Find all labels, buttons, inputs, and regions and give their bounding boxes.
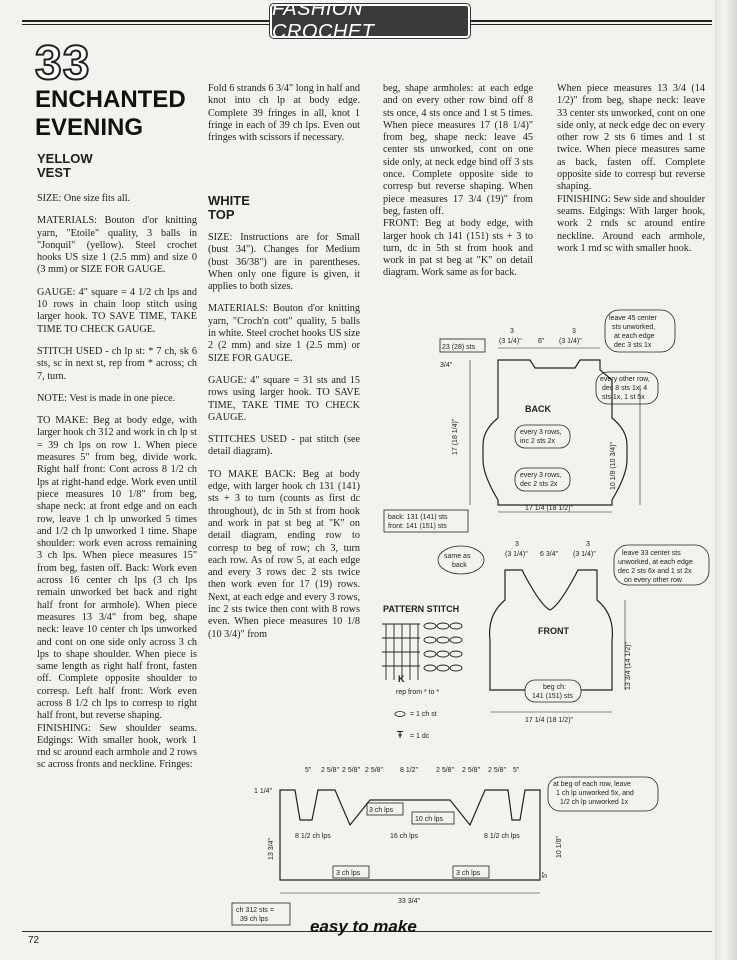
- pattern-rep: rep from * to *: [396, 689, 440, 696]
- svg-text:1 ch lp unworked 5x, and: 1 ch lp unworked 5x, and: [556, 790, 634, 797]
- back-top-sts: 23 (28) sts: [442, 344, 476, 351]
- vest-ch16: 16 ch lps: [390, 833, 419, 840]
- vest-to-make: TO MAKE: Beg at body edge, with larger hook ch 312 and work in ch lp st = 39 ch lps on row 1. When piece measures 5" from beg, divide work. Right half front: Cont across 8 1/2 ch lps at right-hand edge. Work even until piece measures 10 1/8" from beg, shape neck: at front edge and on each row, leave 1 ch lp unworked 5 times and 1/2 ch lp unworked 1 time. Shape shoulder: work even across remaining 3 ch lps. When piece measures 15" from beg, fasten off. Back: Work even across 16 center ch lps (3 ch lps remain unworked bet back and right half front for armhole). When piece measures 13 3/4" from beg, shape neck: leave 10 center ch lps unworked and cont on one side only across 3 ch lps to shape shoulder. When piece is same length as right half front, fasten off. Complete opposite shoulder to corresp. Left half front: Work even across 8 1/2 ch lps to corresp to right half front, but reverse shaping.: [37, 415, 197, 722]
- back-dim-3: 6": [538, 338, 545, 345]
- vest-dim-2: 2 5/8": [321, 767, 340, 774]
- front-width: 17 1/4 (18 1/2)": [525, 717, 574, 724]
- back-dim-2: (3 1/4)": [499, 338, 522, 345]
- back-diagram: [384, 310, 675, 532]
- front-dim-4: 3: [586, 541, 590, 548]
- svg-text:141 (151) sts: 141 (151) sts: [532, 693, 573, 700]
- svg-text:front: 141 (151) sts: front: 141 (151) sts: [388, 523, 447, 530]
- pattern-stitch-label: PATTERN STITCH: [383, 604, 460, 614]
- back-rows-inc: every 3 rows,: [520, 429, 562, 436]
- back-dim-4: 3: [572, 328, 576, 335]
- front-dim-5: (3 1/4)": [573, 551, 596, 558]
- back-note-arm: every other row,: [600, 376, 650, 383]
- top-size: SIZE: Instructions are for Small (bust 34"). Changes for Medium (bust 36/38") are in parentheses. When only one figure is given, it applies to both sizes.: [208, 232, 360, 293]
- back-label: BACK: [525, 404, 551, 414]
- front-same-as-back: same as: [444, 553, 471, 560]
- svg-text:dec 3 sts 1x: dec 3 sts 1x: [614, 342, 652, 349]
- svg-text:back: back: [452, 562, 467, 569]
- front-note: leave 33 center sts: [622, 550, 681, 557]
- vest-right-h1: 10 1/8": [556, 836, 563, 858]
- vest-dim-6: 2 5/8": [436, 767, 455, 774]
- front-neck-text: When piece measures 13 3/4 (14 1/2)" from beg, shape neck: leave 33 center sts unworked, cont on one side only, at neck edge dec on every other row 2 sts 6 times and 1 st twice. When piece measures same as back, fasten off. Complete opposite side to corresp but reverse shaping.: [557, 83, 705, 193]
- vest-heading-line2: VEST: [37, 165, 71, 181]
- back-dim-5: (3 1/4)": [559, 338, 582, 345]
- front-label: FRONT: [538, 626, 569, 636]
- vest-bottom-ch3-right: 3 ch lps: [456, 870, 481, 877]
- top-stitches: STITCHES USED - pat stitch (see detail diagram).: [208, 434, 360, 458]
- vest-diagram: [232, 767, 658, 925]
- back-note-neck: leave 45 center: [609, 315, 657, 322]
- vest-dim-1: 5": [305, 767, 312, 774]
- svg-text:1/2 ch lp unworked 1x: 1/2 ch lp unworked 1x: [560, 799, 629, 806]
- svg-text:inc 2 sts 2x: inc 2 sts 2x: [520, 438, 556, 445]
- svg-text:39 ch lps: 39 ch lps: [240, 916, 269, 923]
- pattern-stitch-diagram: [382, 604, 462, 741]
- vest-base: ch 312 sts =: [236, 907, 274, 914]
- top-materials: MATERIALS: Bouton d'or knitting yarn, "Croch'n cott" quality, 5 balls in white. Steel crochet hooks US size 2 (2 mm) and size 1 (2.5 mm) or SIZE FOR GAUGE.: [208, 303, 360, 364]
- front-text: FRONT: Beg at body edge, with larger hook ch 141 (151) sts + 3 to turn, dc in 5th st from hook and work in pat st beg at "K" on detail diagram. Work same as for back.: [383, 218, 533, 279]
- vest-dim-8: 2 5/8": [488, 767, 507, 774]
- vest-dim-3: 2 5/8": [342, 767, 361, 774]
- top-heading-line2: TOP: [208, 207, 235, 223]
- vest-stitch: STITCH USED - ch lp st: * 7 ch, sk 6 sts, sc in next st, rep from * across; ch 7, turn.: [37, 345, 197, 382]
- pattern-number: 33: [35, 37, 91, 90]
- vest-right-h2: 5": [542, 871, 549, 878]
- page-number: 72: [28, 935, 40, 946]
- pattern-k: K: [398, 674, 405, 684]
- title-line-1: ENCHANTED: [35, 86, 186, 113]
- back-rows-dec: every 3 rows,: [520, 472, 562, 479]
- back-height-left: 17 (18 1/4)": [452, 418, 459, 455]
- vest-ch85-left: 8 1/2 ch lps: [295, 833, 331, 840]
- svg-text:at each edge: at each edge: [614, 333, 655, 340]
- vest-ch3: 3 ch lps: [369, 807, 394, 814]
- pattern-ch-legend: = 1 ch st: [410, 711, 437, 718]
- front-beg: beg ch:: [543, 684, 566, 691]
- svg-text:on every other row: on every other row: [624, 577, 682, 584]
- vest-note: NOTE: Vest is made in one piece.: [37, 392, 176, 404]
- title-line-2: EVENING: [35, 113, 144, 141]
- front-dim-2: (3 1/4)": [505, 551, 528, 558]
- svg-text:dec 2 sts 6x and 1 st 2x: dec 2 sts 6x and 1 st 2x: [618, 568, 692, 575]
- easy-to-make-logo: easy to make: [310, 917, 417, 936]
- front-height: 13 3/4 (14 1/2)": [625, 641, 632, 690]
- vest-finishing: FINISHING: Sew shoulder seams. Edgings: With smaller hook, work 1 rnd sc around each armhole and 2 rows sc across fronts and neckline. Fringes:: [37, 722, 197, 771]
- vest-materials: MATERIALS: Bouton d'or knitting yarn, "Etoile" quality, 3 balls in "Jonquil" (yellow). Steel crochet hooks US size 1 (2.5 mm) and size 0 (3 mm) or SIZE FOR GAUGE.: [37, 215, 197, 276]
- top-gauge: GAUGE: 4" square = 31 sts and 15 rows using larger hook. TO SAVE TIME, TAKE TIME TO CHECK GAUGE.: [208, 374, 360, 423]
- svg-text:sts 1x, 1 st 5x: sts 1x, 1 st 5x: [602, 394, 645, 401]
- svg-text:sts unworked,: sts unworked,: [612, 324, 656, 331]
- banner-text: FASHION CROCHET: [272, 0, 375, 43]
- front-diagram: [438, 541, 709, 724]
- front-dim-1: 3: [515, 541, 519, 548]
- vest-dim-9: 5": [513, 767, 520, 774]
- top-finishing: FINISHING: Sew side and shoulder seams. Edgings: With larger hook, work 2 rnds sc around entire neckline. Around each armhole, work 1 rnd sc with smaller hook.: [557, 193, 705, 254]
- vest-dim-7: 2 5/8": [462, 767, 481, 774]
- pattern-dc-legend: = 1 dc: [410, 733, 430, 740]
- vest-height: 13 3/4": [268, 838, 275, 860]
- back-base: back: 131 (141) sts: [388, 514, 448, 521]
- svg-text:Ŧ: Ŧ: [397, 730, 404, 741]
- vest-ch10: 10 ch lps: [415, 816, 444, 823]
- svg-text:dec 8 sts 1x, 4: dec 8 sts 1x, 4: [602, 385, 648, 392]
- back-width: 17 1/4 (18 1/2)": [525, 505, 574, 512]
- top-to-make: TO MAKE BACK: Beg at body edge, with larger hook ch 131 (141) sts + 3 to turn (counts as first dc throughout), dc in 5th st from hook and work in pat st beg at "K" on detail diagram, ending row to corresp to beg of row; ch 3, turn each row. As of row 5, at each edge and every 3 rows dec 2 sts twice then work even for 17 (19) rows. Next, at each edge and every 3 rows, inc 2 sts twice then cont with 8 rows even. When piece measures 10 1/8 (10 3/4)" from: [208, 468, 360, 640]
- vest-heading-line1: YELLOW: [37, 151, 93, 166]
- back-dim-1: 3: [510, 328, 514, 335]
- back-shoulder: 3/4": [440, 362, 453, 369]
- vest-note: at beg of each row, leave: [553, 781, 631, 788]
- top-heading-line1: WHITE: [208, 193, 250, 208]
- vest-left: 1 1/4": [254, 788, 273, 795]
- svg-text:unworked, at each edge: unworked, at each edge: [618, 559, 693, 566]
- vest-size: SIZE: One size fits all.: [37, 193, 131, 204]
- page-binding-edge: [715, 0, 737, 960]
- vest-dim-4: 2 5/8": [365, 767, 384, 774]
- vest-ch85-right: 8 1/2 ch lps: [484, 833, 520, 840]
- vest-dim-5: 8 1/2": [400, 767, 419, 774]
- vest-gauge: GAUGE: 4" square = 4 1/2 ch lps and 10 rows in chain loop stitch using larger hook. TO SAVE TIME, TAKE TIME TO CHECK GAUGE.: [37, 286, 197, 335]
- svg-text:dec 2 sts 2x: dec 2 sts 2x: [520, 481, 558, 488]
- vest-bottom-ch3-left: 3 ch lps: [336, 870, 361, 877]
- vest-width: 33 3/4": [398, 898, 420, 905]
- fringes-text: Fold 6 strands 6 3/4" long in half and knot into ch lp at body edge. Complete 39 fringes in all, knot 1 fringe in each of 39 ch lps. Even out fringes with scissors if necessary.: [208, 83, 360, 144]
- back-height-right: 10 1/8 (10 3/4)": [610, 441, 617, 490]
- front-dim-3: 6 3/4": [540, 551, 559, 558]
- back-armhole-text: beg, shape armholes: at each edge and on every other row bind off 8 sts once, 4 sts once and 1 st 5 times. When piece measures 17 (18 1/4)" from beg, shape neck: leave 45 center sts unworked, cont on one side only, at neck edge bind off 3 sts once. Complete opposite side to corresp but reverse shaping. When piece measures 17 3/4 (19)" from beg, fasten off.: [383, 83, 533, 217]
